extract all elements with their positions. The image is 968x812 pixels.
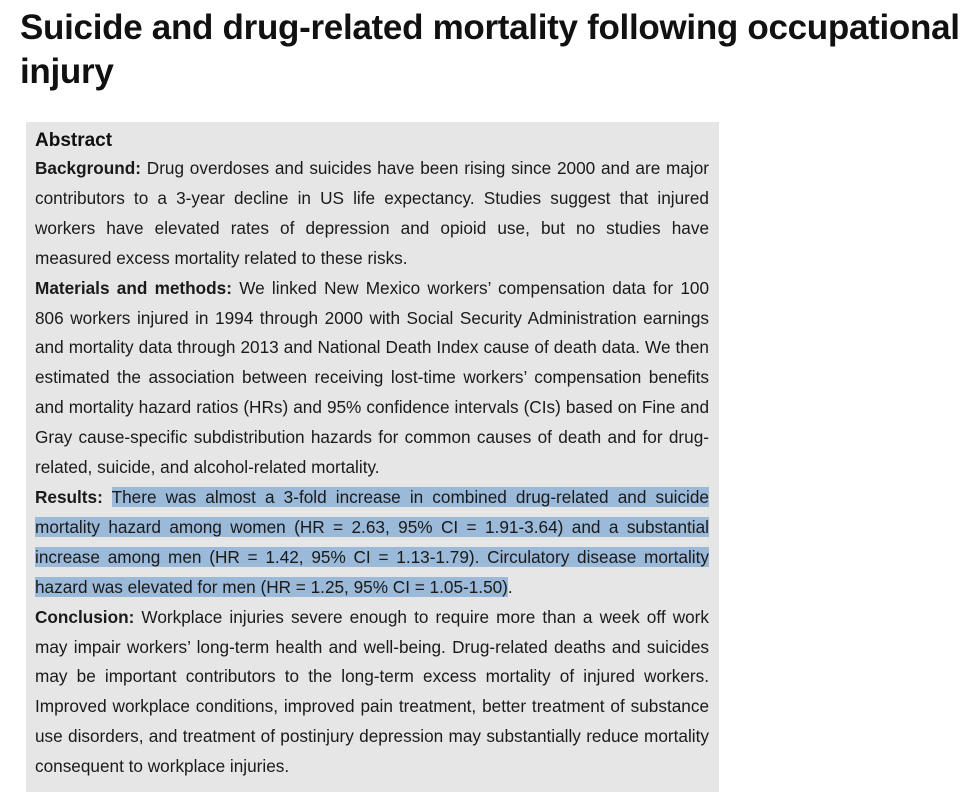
conclusion-label: Conclusion: xyxy=(35,606,135,627)
abstract-conclusion xyxy=(35,603,709,782)
abstract-box xyxy=(26,122,719,792)
results-label: Results: xyxy=(35,486,103,507)
background-text: Drug overdoses and suicides have been rising since 2000 and are major contributors to a 3-year decline in US life expectancy. Studies suggest that injured workers have elevated rates of depression and opioid use, but no studies have measured excess mortality related to these risks. xyxy=(35,158,709,268)
results-highlighted-text[interactable]: There was almost a 3-fold increase in combined drug-related and suicide mortality hazard among women (HR = 2.63, 95% CI = 1.91-3.64) and a substantial increase among men (HR = 1.42, 95% CI = 1.13-1.79). Circulatory disease mortality hazard was elevated for men (HR = 1.25, 95% CI = 1.05-1.50) xyxy=(35,486,709,597)
abstract-results xyxy=(35,483,709,603)
methods-label: Materials and methods: xyxy=(35,277,232,298)
methods-text: We linked New Mexico workers’ compensation data for 100 806 workers injured in 1994 through 2000 with Social Security Administration earnings and mortality data through 2013 and National Death Index cause of death data. We then estimated the association between receiving lost-time workers’ compensation benefits and mortality hazard ratios (HRs) and 95% confidence intervals (CIs) based on Fine and Gray cause-specific subdistribution hazards for common causes of death and for drug-related, suicide, and alcohol-related mortality. xyxy=(35,277,710,478)
background-label: Background: xyxy=(35,158,141,178)
article-title: Suicide and drug-related mortality following occupational injury xyxy=(20,8,960,91)
results-trailing-period: . xyxy=(507,576,513,597)
conclusion-text: Workplace injuries severe enough to require more than a week off work may impair workers’ long-term health and well-being. Drug-related deaths and suicides may be important contributors to the long-term excess mortality of injured workers. Improved workplace conditions, improved pain treatment, better treatment of substance use disorders, and treatment of postinjury depression may substantially reduce mortality consequent to workplace injuries. xyxy=(35,606,709,777)
abstract-background xyxy=(35,154,709,274)
abstract-methods xyxy=(35,274,709,483)
abstract-heading: Abstract xyxy=(35,130,113,151)
